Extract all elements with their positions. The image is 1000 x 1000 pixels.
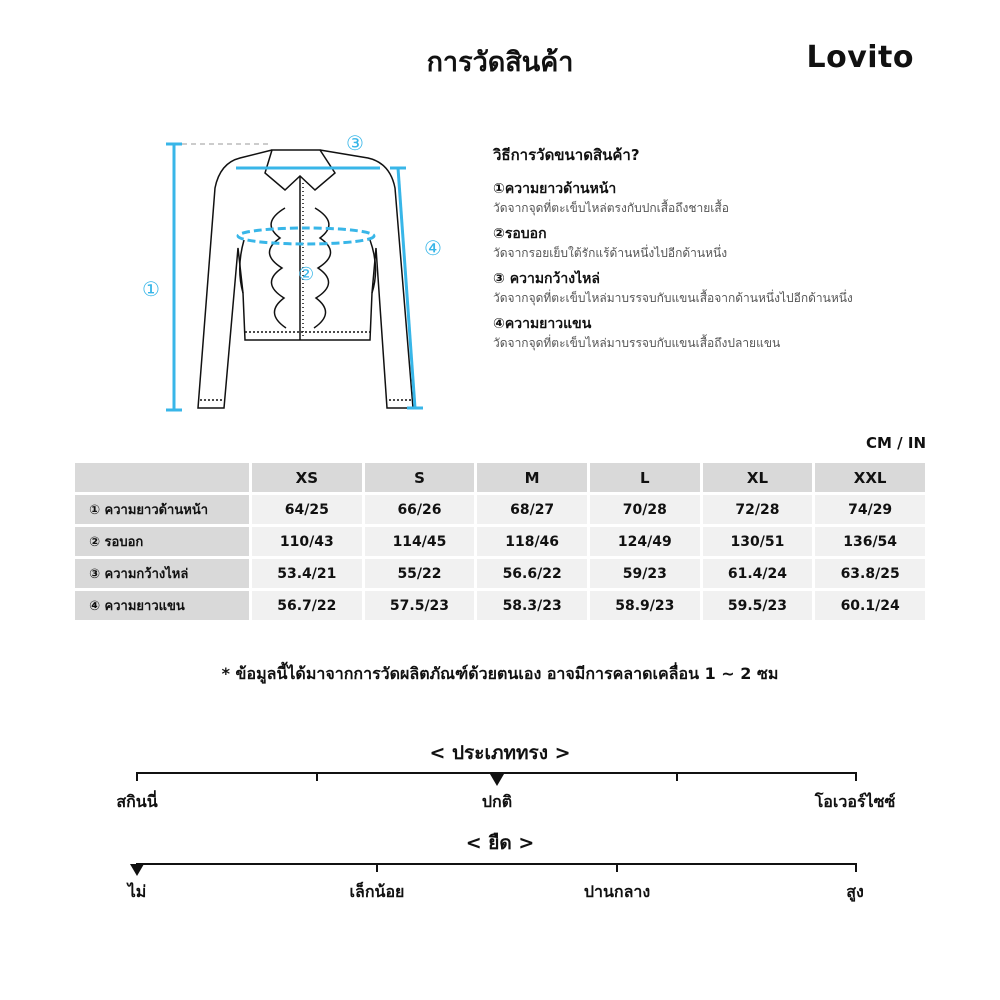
marker-shoulder: ③ — [346, 131, 364, 155]
fit-selected-marker — [490, 774, 504, 786]
table-cell: 70/28 — [590, 495, 700, 524]
table-cell: 61.4/24 — [703, 559, 813, 588]
marker-chest: ② — [298, 264, 315, 285]
guide-item — [493, 269, 963, 307]
table-row — [75, 559, 925, 588]
table-cell: 66/26 — [365, 495, 475, 524]
stretch-label-medium: ปานกลาง — [583, 882, 651, 901]
brand-logo: Lovito — [806, 40, 914, 75]
fit-tick — [855, 772, 857, 781]
table-cell: 110/43 — [252, 527, 362, 556]
size-header: XXL — [815, 463, 925, 492]
guide-item-title: ②รอบอก — [493, 226, 547, 242]
stretch-title: < ยืด > — [465, 832, 535, 854]
stretch-label-slight: เล็กน้อย — [349, 882, 405, 901]
size-header: S — [365, 463, 475, 492]
table-cell: 64/25 — [252, 495, 362, 524]
stretch-scale-line — [136, 863, 857, 865]
fit-label-skinny: สกินนี่ — [116, 792, 158, 811]
marker-sleeve: ④ — [424, 236, 442, 260]
stretch-label-high: สูง — [846, 882, 864, 901]
table-cell: 56.6/22 — [477, 559, 587, 588]
table-cell: 114/45 — [365, 527, 475, 556]
guide-item — [493, 224, 963, 262]
table-cell: 63.8/25 — [815, 559, 925, 588]
guide-item-desc: วัดจากรอยเย็บใต้รักแร้ด้านหนึ่งไปอีกด้านหนึ่ง — [493, 246, 728, 260]
guide-heading: วิธีการวัดขนาดสินค้า? — [493, 146, 640, 164]
table-cell: 55/22 — [365, 559, 475, 588]
table-cell: 124/49 — [590, 527, 700, 556]
table-cell: 60.1/24 — [815, 591, 925, 620]
stretch-selected-marker — [130, 864, 144, 876]
marker-front-length: ① — [142, 277, 160, 301]
stretch-tick — [376, 863, 378, 872]
table-cell: 58.3/23 — [477, 591, 587, 620]
guide-item-title: ④ความยาวแขน — [493, 316, 592, 332]
table-cell: 57.5/23 — [365, 591, 475, 620]
table-cell: 72/28 — [703, 495, 813, 524]
stretch-tick — [855, 863, 857, 872]
fit-tick — [316, 772, 318, 781]
table-cell: 53.4/21 — [252, 559, 362, 588]
measure-guide — [493, 143, 963, 359]
stretch-tick — [616, 863, 618, 872]
size-header: M — [477, 463, 587, 492]
units-label: CM / IN — [866, 434, 926, 452]
guide-item-title: ①ความยาวด้านหน้า — [493, 181, 617, 197]
fit-label-regular: ปกติ — [481, 792, 513, 811]
garment-diagram — [140, 128, 460, 418]
guide-item-desc: วัดจากจุดที่ตะเข็บไหล่ตรงกับปกเสื้อถึงชายเสื้อ — [493, 201, 729, 215]
stretch-label-none: ไม่ — [127, 882, 147, 901]
table-row — [75, 527, 925, 556]
table-cell: 68/27 — [477, 495, 587, 524]
size-header: L — [590, 463, 700, 492]
fit-title: < ประเภททรง > — [429, 742, 571, 764]
table-cell: 130/51 — [703, 527, 813, 556]
guide-item-desc: วัดจากจุดที่ตะเข็บไหล่มาบรรจบกับแขนเสื้อถึงปลายแขน — [493, 336, 781, 350]
table-cell: 74/29 — [815, 495, 925, 524]
size-table — [72, 460, 928, 623]
table-row — [75, 495, 925, 524]
table-cell: 56.7/22 — [252, 591, 362, 620]
guide-item — [493, 179, 963, 217]
row-label: ① ความยาวด้านหน้า — [75, 495, 249, 524]
size-header: XS — [252, 463, 362, 492]
table-header-row — [75, 463, 925, 492]
row-label: ④ ความยาวแขน — [75, 591, 249, 620]
table-row — [75, 591, 925, 620]
measurement-note: * ข้อมูลนี้ได้มาจากการวัดผลิตภัณฑ์ด้วยตนเอง อาจมีการคลาดเคลื่อน 1 ~ 2 ซม — [221, 664, 779, 683]
fit-label-oversize: โอเวอร์ไซซ์ — [814, 792, 896, 811]
table-cell: 136/54 — [815, 527, 925, 556]
table-cell: 58.9/23 — [590, 591, 700, 620]
guide-item-title: ③ ความกว้างไหล่ — [493, 271, 600, 287]
size-header: XL — [703, 463, 813, 492]
table-cell: 118/46 — [477, 527, 587, 556]
table-corner — [75, 463, 249, 492]
row-label: ③ ความกว้างไหล่ — [75, 559, 249, 588]
page-title: การวัดสินค้า — [426, 47, 574, 78]
table-cell: 59.5/23 — [703, 591, 813, 620]
guide-item-desc: วัดจากจุดที่ตะเข็บไหล่มาบรรจบกับแขนเสื้อจากด้านหนึ่งไปอีกด้านหนึ่ง — [493, 291, 853, 305]
table-cell: 59/23 — [590, 559, 700, 588]
fit-tick — [676, 772, 678, 781]
fit-tick — [136, 772, 138, 781]
row-label: ② รอบอก — [75, 527, 249, 556]
guide-item — [493, 314, 963, 352]
